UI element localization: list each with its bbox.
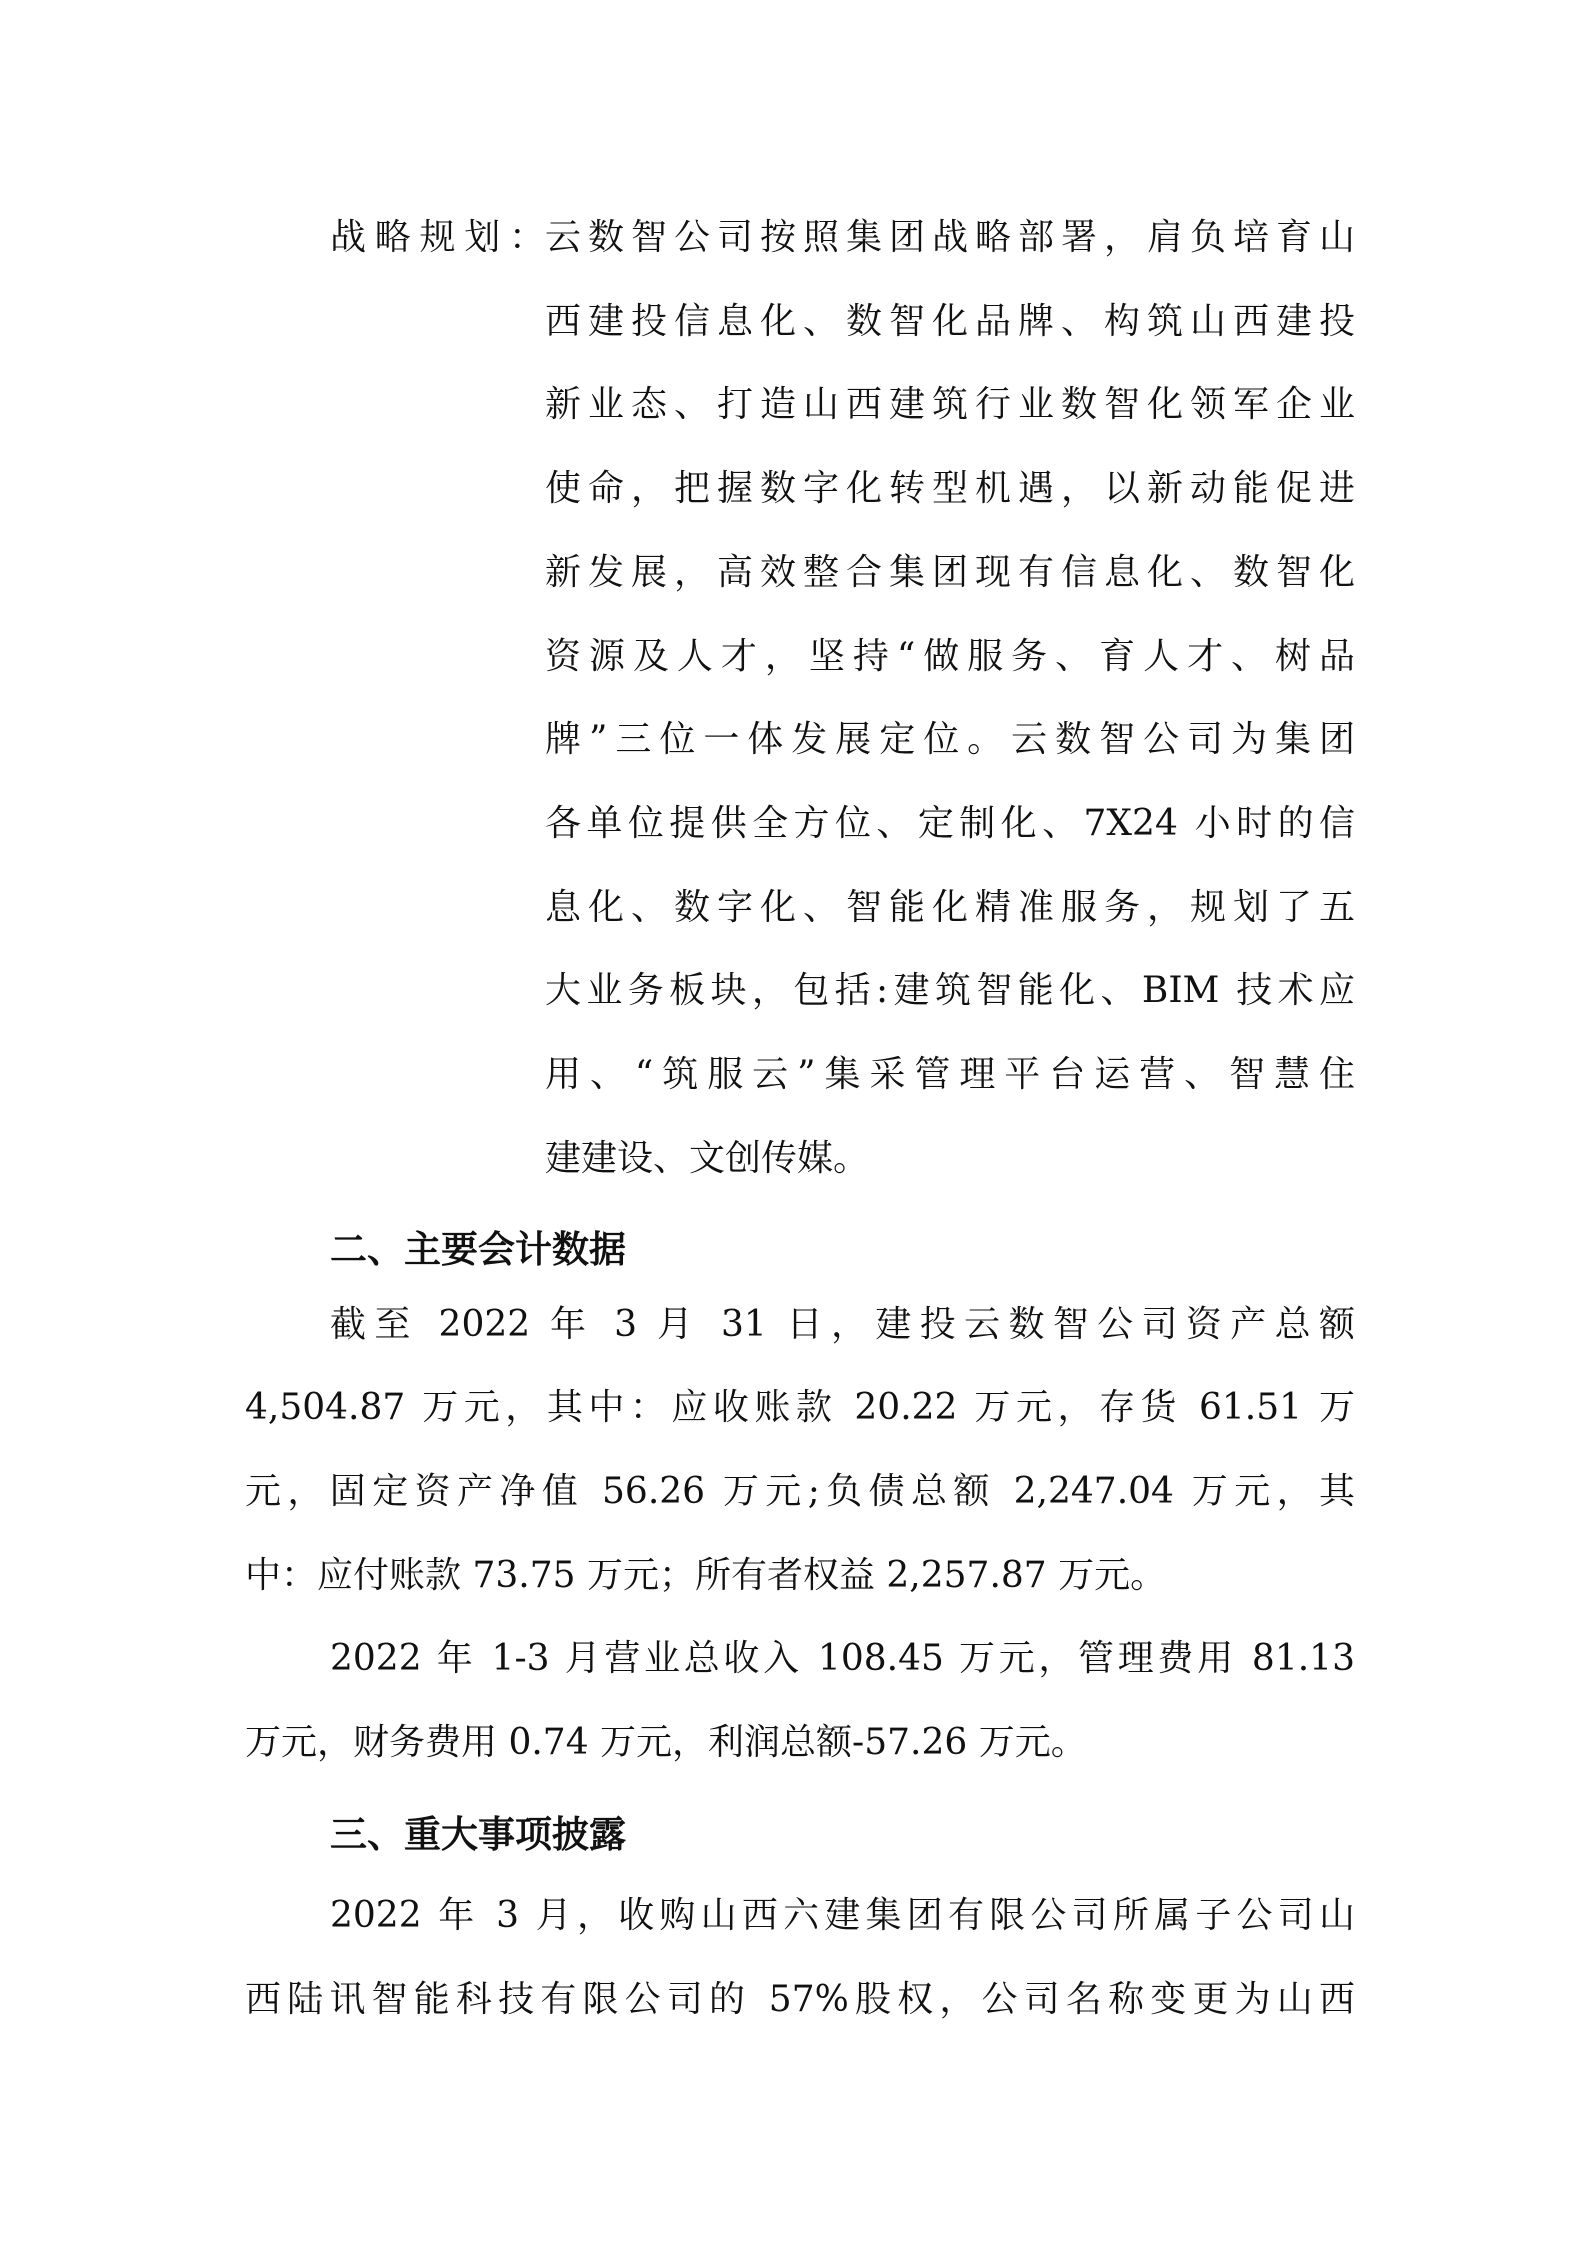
- strategy-line: 用、“筑服云”集采管理平台运营、智慧住: [545, 1054, 1355, 1095]
- body-line: 2022 年 1-3 月营业总收入 108.45 万元，管理费用 81.13: [330, 1638, 1355, 1679]
- strategy-line: 建建设、文创传媒。: [545, 1138, 870, 1179]
- body-line: 万元，财务费用 0.74 万元，利润总额-57.26 万元。: [245, 1722, 1087, 1763]
- strategy-line: 各单位提供全方位、定制化、7X24 小时的信: [545, 803, 1355, 844]
- strategy-label: 战略规划：: [330, 217, 545, 258]
- body-line: 西陆讯智能科技有限公司的 57%股权，公司名称变更为山西: [245, 1979, 1355, 2020]
- body-line: 中：应付账款 73.75 万元；所有者权益 2,257.87 万元。: [245, 1555, 1167, 1596]
- body-line: 元，固定资产净值 56.26 万元;负债总额 2,247.04 万元，其: [245, 1471, 1355, 1512]
- strategy-line: 西建投信息化、数智化品牌、构筑山西建投: [545, 301, 1355, 342]
- strategy-line: 息化、数字化、智能化精准服务，规划了五: [545, 887, 1355, 928]
- strategy-line: 大业务板块，包括:建筑智能化、BIM 技术应: [545, 970, 1355, 1011]
- strategy-line: 资源及人才，坚持“做服务、育人才、树品: [545, 636, 1355, 677]
- section-heading-accounting: 二、主要会计数据: [330, 1228, 626, 1271]
- body-line: 2022 年 3 月，收购山西六建集团有限公司所属子公司山: [330, 1895, 1355, 1936]
- body-line: 4,504.87 万元，其中：应收账款 20.22 万元，存货 61.51 万: [245, 1387, 1355, 1428]
- strategy-line: 新发展，高效整合集团现有信息化、数智化: [545, 552, 1355, 593]
- strategy-line: 新业态、打造山西建筑行业数智化领军企业: [545, 384, 1355, 425]
- section-heading-major-events: 三、重大事项披露: [330, 1813, 626, 1856]
- strategy-line: 云数智公司按照集团战略部署，肩负培育山: [545, 217, 1355, 258]
- strategy-line: 牌”三位一体发展定位。云数智公司为集团: [545, 719, 1355, 760]
- body-line: 截至 2022 年 3 月 31 日，建投云数智公司资产总额: [330, 1304, 1355, 1345]
- strategy-line: 使命，把握数字化转型机遇，以新动能促进: [545, 468, 1355, 509]
